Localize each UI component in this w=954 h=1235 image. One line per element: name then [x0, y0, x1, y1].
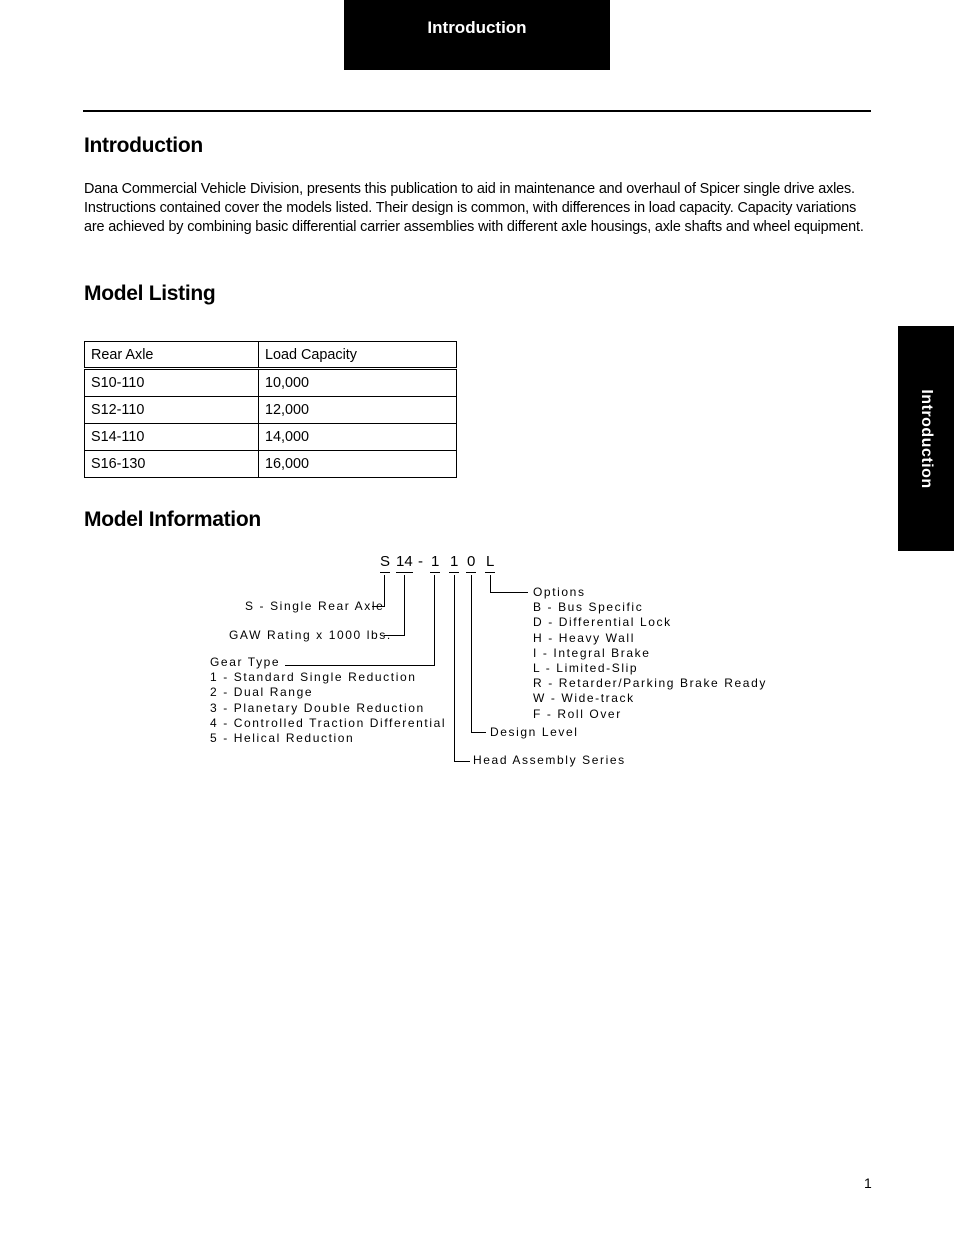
rear-axle-cell: S16-130 [85, 451, 259, 478]
option-item: L - Limited-Slip [533, 661, 639, 676]
connector [404, 575, 405, 636]
table-row [85, 397, 457, 424]
label-design-level: Design Level [490, 725, 579, 739]
intro-line: Instructions contained cover the models listed. Their design is common, with differences in load capacity. Capacity variations [84, 200, 857, 216]
connector [434, 575, 435, 666]
underline-gaw [396, 572, 413, 573]
connector [471, 575, 472, 733]
connector [454, 575, 455, 762]
load-capacity-cell: 14,000 [259, 424, 457, 451]
table-row [85, 369, 457, 397]
load-capacity-cell: 12,000 [259, 397, 457, 424]
side-tab-label: Introduction [918, 388, 935, 489]
model-information-heading: Model Information [84, 508, 261, 531]
gear-type-item: 5 - Helical Reduction [210, 731, 355, 746]
model-listing-table [84, 341, 457, 478]
underline-gear [430, 572, 440, 573]
option-item: B - Bus Specific [533, 600, 644, 615]
option-item: H - Heavy Wall [533, 630, 635, 645]
section-tab: Introduction [344, 0, 610, 70]
intro-line: are achieved by combining basic differential carrier assemblies with different axle housings, axle shafts and wheel equipment. [84, 219, 864, 235]
option-item: D - Differential Lock [533, 615, 672, 630]
underline-s [380, 572, 390, 573]
code-head-assembly: 1 [450, 553, 459, 570]
code-s: S [380, 553, 391, 570]
model-listing-heading: Model Listing [84, 282, 216, 305]
connector [471, 732, 486, 733]
options-title: Options [533, 585, 586, 599]
code-gear-type: 1 [431, 553, 440, 570]
connector [490, 592, 528, 593]
gear-type-item: 2 - Dual Range [210, 685, 314, 700]
code-design-level: 0 [467, 553, 476, 570]
label-single-rear-axle: S - Single Rear Axle [245, 599, 385, 613]
rear-axle-cell: S10-110 [85, 369, 259, 397]
rear-axle-cell: S12-110 [85, 397, 259, 424]
underline-head [449, 572, 459, 573]
gear-type-item: 3 - Planetary Double Reduction [210, 700, 425, 715]
column-header-load-capacity: Load Capacity [259, 342, 457, 369]
underline-options [485, 572, 495, 573]
options-block [533, 585, 767, 722]
option-item: I - Integral Brake [533, 645, 651, 660]
side-section-tab [898, 326, 954, 551]
gear-type-block [210, 655, 446, 746]
intro-line: Dana Commercial Vehicle Division, presents this publication to aid in maintenance and overhaul of Spicer single drive axles. [84, 181, 855, 197]
load-capacity-cell: 16,000 [259, 451, 457, 478]
header-rule [83, 110, 871, 112]
label-head-assembly-series: Head Assembly Series [473, 753, 626, 767]
column-header-rear-axle: Rear Axle [85, 342, 259, 369]
connector [490, 575, 491, 593]
introduction-paragraph [84, 180, 874, 237]
load-capacity-cell: 10,000 [259, 369, 457, 397]
connector [454, 761, 470, 762]
introduction-heading: Introduction [84, 134, 203, 157]
table-header-row [85, 342, 457, 369]
gear-type-title: Gear Type [210, 655, 281, 669]
gear-type-item: 4 - Controlled Traction Differential [210, 715, 447, 730]
page-number: 1 [864, 1175, 872, 1191]
code-dash: - [418, 553, 423, 570]
underline-design [466, 572, 476, 573]
option-item: R - Retarder/Parking Brake Ready [533, 676, 767, 691]
label-gaw-rating: GAW Rating x 1000 lbs. [229, 628, 392, 642]
gear-type-item: 1 - Standard Single Reduction [210, 670, 417, 685]
code-options: L [486, 553, 495, 570]
rear-axle-cell: S14-110 [85, 424, 259, 451]
code-gaw: 14 [396, 553, 413, 570]
option-item: W - Wide-track [533, 691, 635, 706]
table-row [85, 424, 457, 451]
table-row [85, 451, 457, 478]
option-item: F - Roll Over [533, 706, 622, 721]
